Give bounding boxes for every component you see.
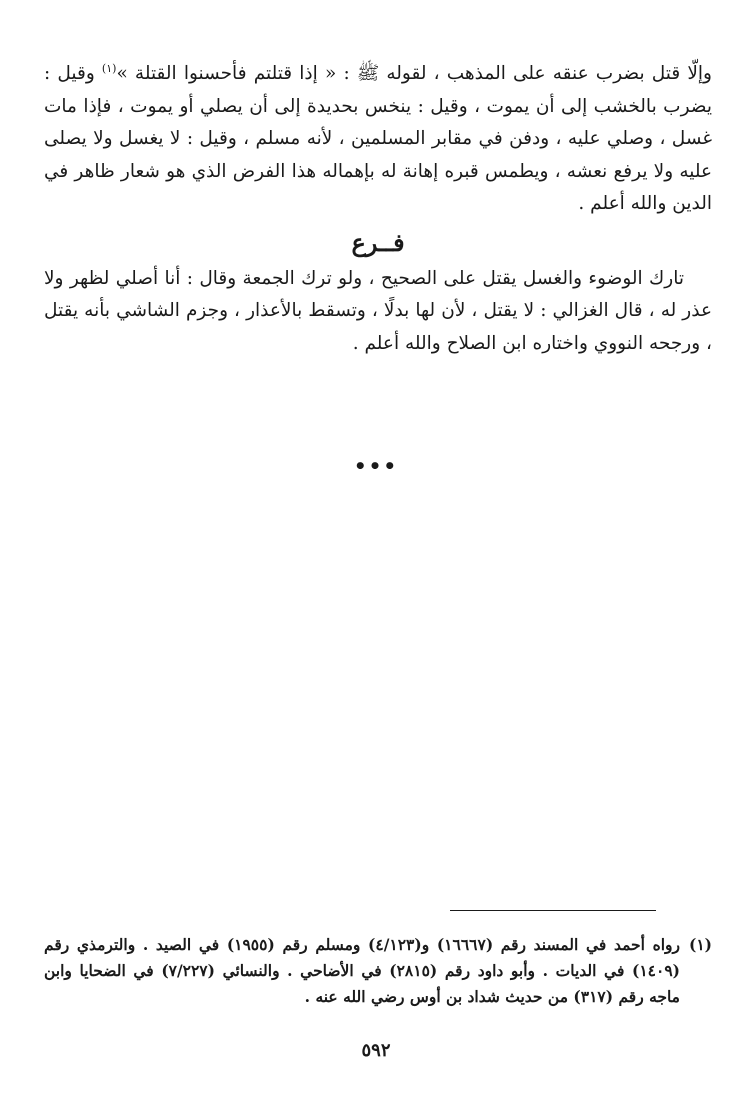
footnote-number: (١) (688, 935, 712, 954)
footnotes (44, 932, 712, 1010)
paragraph-1-part-1: وإلّا قتل بضرب عنقه على المذهب ، لقوله ﷺ : « إذا قتلتم فأحسنوا القتلة » (116, 63, 712, 84)
section-heading: فــرع (351, 227, 405, 257)
main-text-body (44, 58, 712, 360)
paragraph-ablution: تارك الوضوء والغسل يقتل على الصحيح ، ولو ترك الجمعة وقال : أنا أصلي لظهر ولا عذر له ، قال الغزالي : لا يقتل ، لأن لها بدلًا ، وتسقط بالأعذار ، وجزم الشاشي بأنه يقتل ، ورجحه النووي واختاره ابن الصلاح والله أعلم . (44, 267, 712, 354)
paragraph-1-part-2: وقيل : يضرب بالخشب إلى أن يموت ، وقيل : ينخس بحديدة إلى أن يصلي أو يموت ، فإذا مات غسل ، وصلي عليه ، ودفن في مقابر المسلمين ، لأنه مسلم ، وقيل : لا يغسل ولا يصلى عليه ولا يرفع نعشه ، ويطمس قبره إهانة له بإهماله هذا الفرض الذي هو شعار ظاهر في الدين والله أعلم . (44, 63, 712, 214)
footnote-divider (450, 910, 656, 911)
page-number: ٥٩٢ (361, 1040, 391, 1061)
section-separator: ••• (353, 454, 399, 478)
footnote-reference: (١) (101, 61, 117, 75)
paragraph-execution-method (44, 58, 712, 221)
footnote-item (44, 932, 712, 1010)
footnote-text: رواه أحمد في المسند رقم (١٦٦٦٧) و(٤/١٢٣) ومسلم رقم (١٩٥٥) في الصيد . والترمذي رقم (١٤٠٩) في الديات . وأبو داود رقم (٢٨١٥) في الأضاحي . والنسائي (٧/٢٢٧) في الضحايا وابن ماجه رقم (٣١٧) من حديث شداد بن أوس رضي الله عنه . (44, 935, 680, 1006)
